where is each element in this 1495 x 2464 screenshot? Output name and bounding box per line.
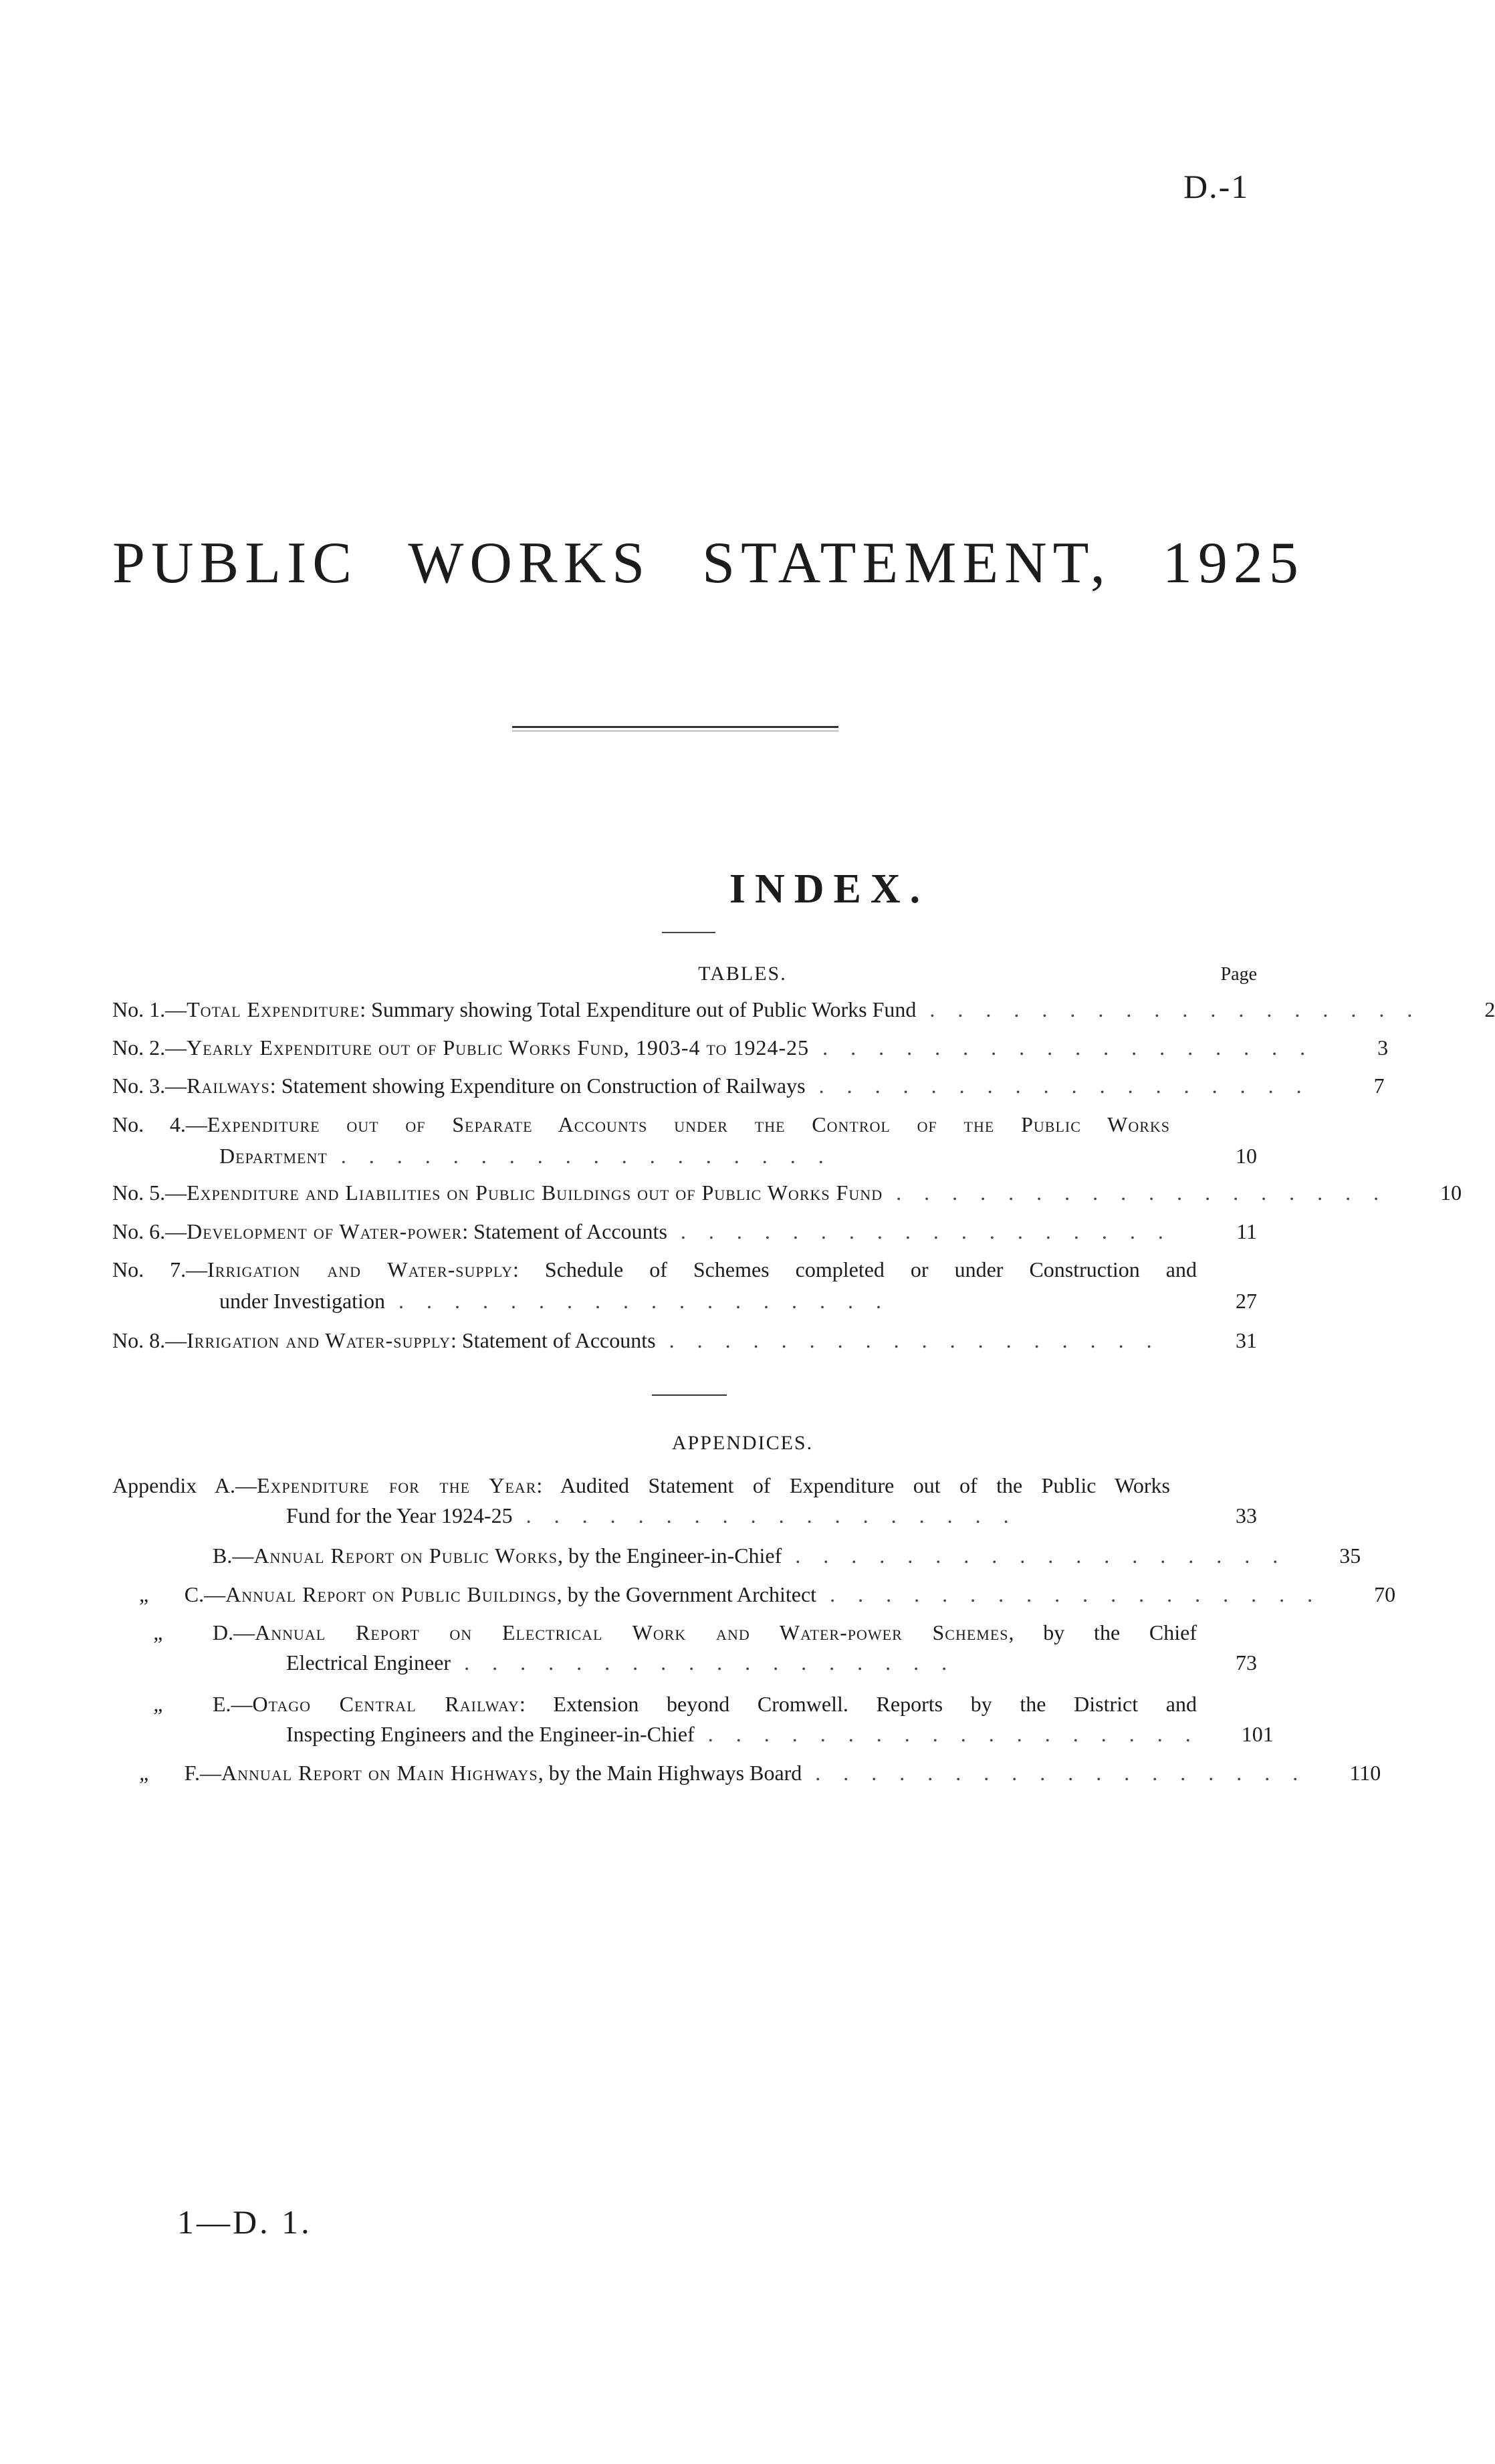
appendix-entry-d: „ D.—Annual Report on Electrical Work and Water-power Schemes, by the Chief Electrical Engineer .................. 73 [112, 1618, 1257, 1678]
index-heading: INDEX. [729, 866, 930, 912]
table-entry-1: No. 1.—Total Expenditure: Summary showing Total Expenditure out of Public Works Fund .................. 2 [112, 997, 1495, 1021]
title-divider [512, 726, 838, 728]
table-entry-7: No. 7.—Irrigation and Water-supply: Schedule of Schemes completed or under Construction and under Investigation .................. 27 [112, 1257, 1257, 1313]
appendix-entry-f: „ F.—Annual Report on Main Highways, by the Main Highways Board .................. 110 [112, 1758, 1257, 1788]
table-entry-5: No. 5.—Expenditure and Liabilities on Public Buildings out of Public Works Fund .................. 10 [112, 1181, 1462, 1205]
page-title: PUBLIC WORKS STATEMENT, 1925 [112, 531, 1304, 596]
appendix-entry-b: B.—Annual Report on Public Works, by the Engineer-in-Chief .................. 35 [213, 1544, 1361, 1568]
table-entry-4: No. 4.—Expenditure out of Separate Accounts under the Control of the Public Works Department .................. 10 [112, 1112, 1257, 1168]
ditto-mark: „ [139, 1582, 151, 1606]
tables-heading: TABLES. [698, 963, 787, 985]
table-entry-6: No. 6.—Development of Water-power: Statement of Accounts .................. 11 [112, 1219, 1257, 1243]
table-entry-8: No. 8.—Irrigation and Water-supply: Statement of Accounts .................. 31 [112, 1328, 1257, 1352]
appendix-entry-a: Appendix A.—Expenditure for the Year: Audited Statement of Expenditure out of the Public Works Fund for the Year 1924-25 .................. 33 [112, 1473, 1257, 1527]
appendix-entry-e: „ E.—Otago Central Railway: Extension beyond Cromwell. Reports by the District and Inspecting Engineers and the Engineer-in-Chief .................. 101 [112, 1689, 1257, 1749]
appendices-heading: APPENDICES. [671, 1432, 814, 1454]
index-underline [662, 932, 715, 933]
ditto-mark: „ [153, 1620, 165, 1644]
document-reference: D.-1 [1183, 168, 1250, 205]
table-entry-2: No. 2.—Yearly Expenditure out of Public Works Fund, 1903-4 to 1924-25 .................. 3 [112, 1035, 1389, 1060]
section-divider [652, 1394, 727, 1396]
page-column-label: Page [1220, 964, 1257, 985]
table-entry-3: No. 3.—Railways: Statement showing Expenditure on Construction of Railways .................. 7 [112, 1074, 1385, 1098]
appendix-entry-c: „ C.—Annual Report on Public Buildings, by the Government Architect .................. 70 [112, 1580, 1257, 1610]
ditto-mark: „ [153, 1692, 165, 1716]
signature-mark: 1—D. 1. [177, 2203, 312, 2241]
ditto-mark: „ [139, 1761, 151, 1785]
